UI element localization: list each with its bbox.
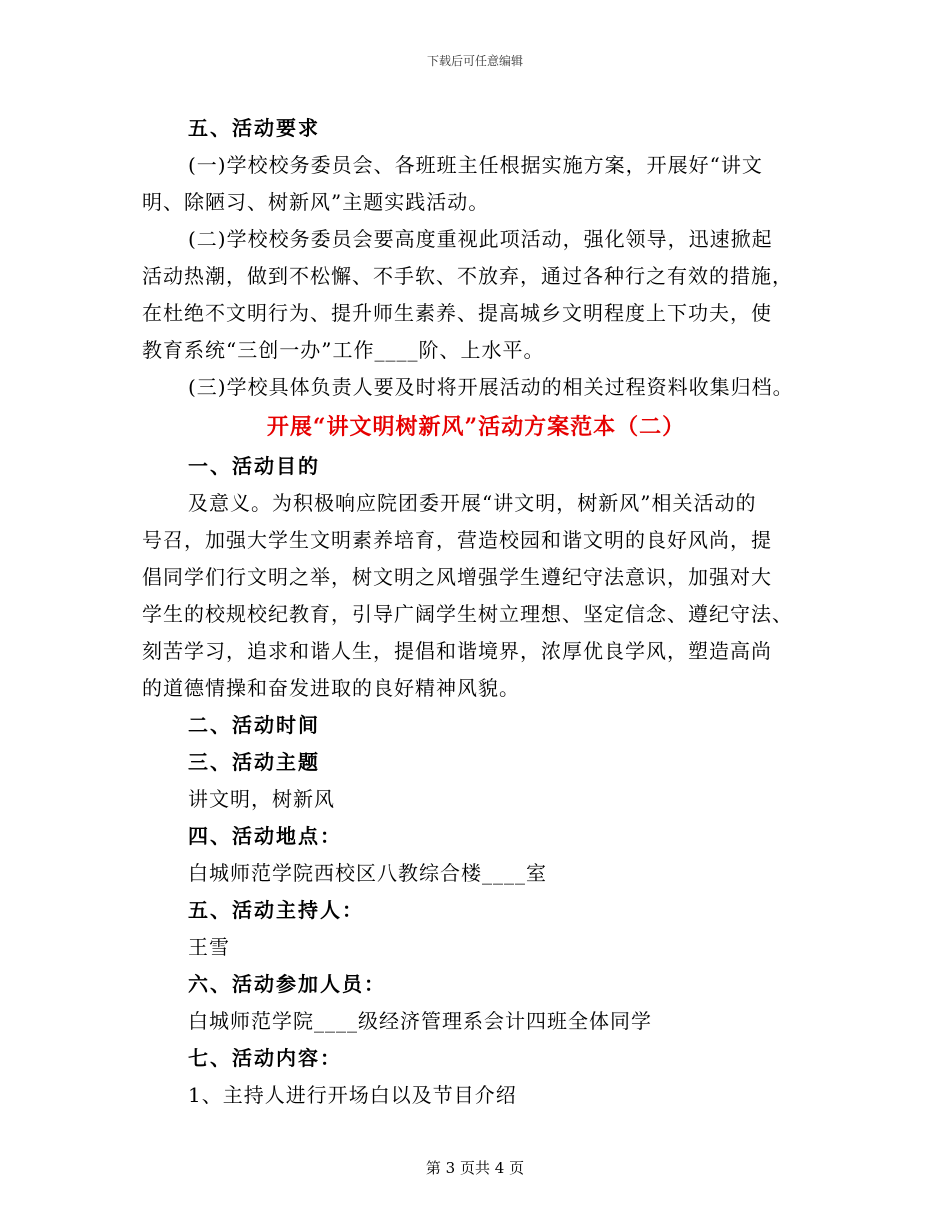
paragraph-line: 号召，加强大学生文明素养培育，营造校园和谐文明的良好风尚，提 <box>142 528 772 552</box>
paragraph-line: 倡同学们行文明之举，树文明之风增强学生遵纪守法意识，加强对大 <box>142 565 772 589</box>
location-text: 白城师范学院西校区八教综合楼____室 <box>188 861 547 885</box>
page-footer: 第 3 页共 4 页 <box>425 1159 525 1177</box>
page-header: 下载后可任意编辑 <box>426 54 523 68</box>
section-heading-time: 二、活动时间 <box>188 713 320 737</box>
section-heading-content: 七、活动内容： <box>188 1046 342 1070</box>
paragraph-line: (三)学校具体负责人要及时将开展活动的相关过程资料收集归档。 <box>188 375 794 399</box>
section-heading-theme: 三、活动主题 <box>188 750 320 774</box>
document-title: 开展“讲文明树新风”活动方案范本（二） <box>266 414 686 440</box>
host-text: 王雪 <box>188 935 230 959</box>
paragraph-line: 学生的校规校纪教育，引导广阔学生树立理想、坚定信念、遵纪守法、 <box>142 602 793 626</box>
paragraph-line: 活动热潮，做到不松懈、不手软、不放弃，通过各种行之有效的措施， <box>142 264 793 288</box>
paragraph-line: 明、除陋习、树新风”主题实践活动。 <box>142 190 490 214</box>
section-heading-participants: 六、活动参加人员： <box>188 972 386 996</box>
document-body <box>142 110 810 1114</box>
paragraph-line: 教育系统“三创一办”工作____阶、上水平。 <box>142 338 545 362</box>
paragraph-line: 的道德情操和奋发进取的良好精神风貌。 <box>142 676 520 700</box>
section-heading-purpose: 一、活动目的 <box>188 454 320 478</box>
participants-text: 白城师范学院____级经济管理系会计四班全体同学 <box>188 1009 652 1033</box>
paragraph-line: (一)学校校务委员会、各班班主任根据实施方案，开展好“讲文 <box>188 153 763 177</box>
theme-text: 讲文明，树新风 <box>188 787 335 811</box>
section-heading-host: 五、活动主持人： <box>188 898 364 922</box>
paragraph-line: (二)学校校务委员会要高度重视此项活动，强化领导，迅速掀起 <box>188 227 773 251</box>
content-item: 1、主持人进行开场白以及节目介绍 <box>188 1083 517 1107</box>
paragraph-line: 在杜绝不文明行为、提升师生素养、提高城乡文明程度上下功夫，使 <box>142 301 772 325</box>
section-heading-requirements: 五、活动要求 <box>188 116 320 140</box>
paragraph-line: 刻苦学习，追求和谐人生，提倡和谐境界，浓厚优良学风，塑造高尚 <box>142 639 772 663</box>
paragraph-line: 及意义。为积极响应院团委开展“讲文明，树新风”相关活动的 <box>188 491 757 515</box>
section-heading-location: 四、活动地点： <box>188 824 342 848</box>
